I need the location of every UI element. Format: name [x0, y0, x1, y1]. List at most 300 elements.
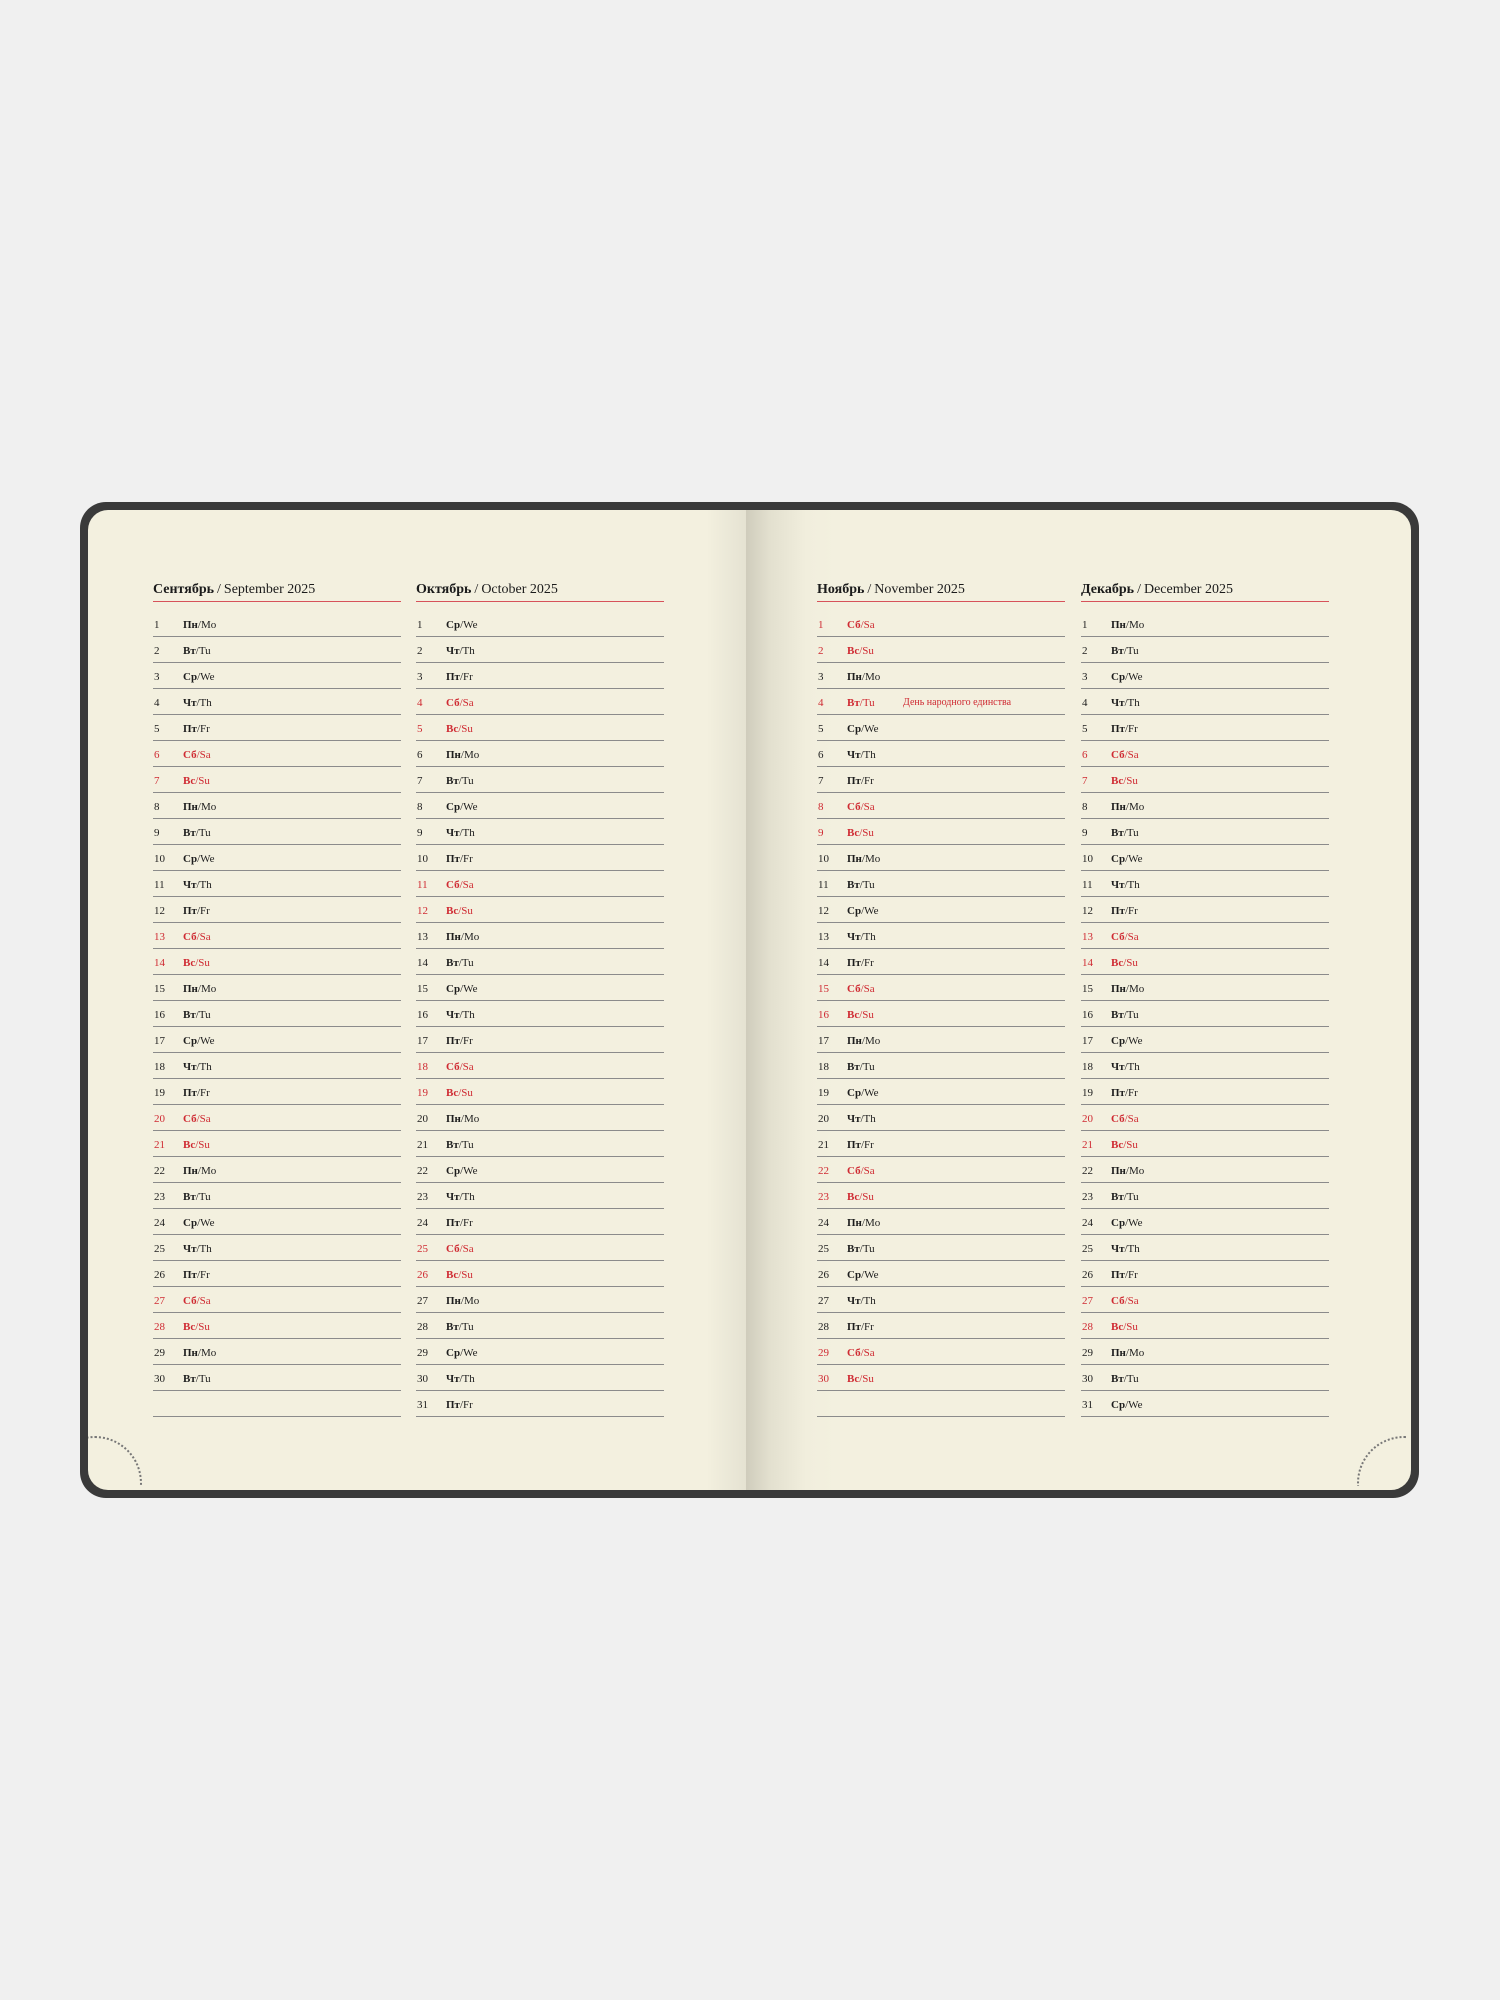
weekday-en: Fr — [463, 671, 473, 683]
weekday-en: Tu — [461, 775, 474, 787]
weekday-en: Su — [461, 1087, 473, 1099]
weekday-ru: Пт — [1111, 1269, 1125, 1281]
day-row — [817, 741, 1065, 767]
day-number: 10 — [1082, 853, 1093, 865]
weekday: Ср/We — [446, 801, 478, 813]
day-row — [153, 1235, 401, 1261]
weekday-ru: Вт — [1111, 645, 1124, 657]
day-number: 6 — [417, 749, 423, 761]
day-row — [817, 1131, 1065, 1157]
day-row — [1081, 1079, 1329, 1105]
weekday-en: We — [1128, 1217, 1143, 1229]
day-number: 20 — [154, 1113, 165, 1125]
weekday-ru: Вс — [847, 1009, 860, 1021]
day-row — [1081, 741, 1329, 767]
weekday-en: Tu — [198, 827, 211, 839]
day-row — [416, 871, 664, 897]
day-row — [1081, 1001, 1329, 1027]
weekday-ru: Ср — [183, 1217, 198, 1229]
weekday-en: Sa — [1127, 1295, 1139, 1307]
weekday-ru: Ср — [1111, 1035, 1126, 1047]
weekday-en: Fr — [200, 1269, 210, 1281]
weekday-ru: Вт — [183, 827, 196, 839]
weekday: Ср/We — [1111, 1217, 1143, 1229]
weekday: Пн/Mo — [183, 983, 217, 995]
weekday: Сб/Sa — [446, 697, 474, 709]
day-number: 24 — [1082, 1217, 1093, 1229]
weekday-en: Mo — [200, 619, 217, 631]
day-number: 14 — [1082, 957, 1093, 969]
weekday: Ср/We — [1111, 1035, 1143, 1047]
weekday: Пн/Mo — [1111, 801, 1145, 813]
weekday: Вс/Su — [183, 957, 210, 969]
weekday-ru: Пн — [446, 1113, 461, 1125]
weekday-ru: Вт — [847, 1243, 860, 1255]
weekday-en: Su — [1126, 957, 1138, 969]
weekday-ru: Ср — [1111, 853, 1126, 865]
weekday-ru: Пн — [446, 749, 461, 761]
day-number: 16 — [818, 1009, 829, 1021]
weekday-ru: Сб — [1111, 1295, 1125, 1307]
weekday-en: Su — [1126, 1139, 1138, 1151]
weekday-en: Th — [462, 1191, 475, 1203]
weekday-en: Th — [462, 827, 475, 839]
weekday-en: We — [1128, 1399, 1143, 1411]
weekday-en: Th — [462, 645, 475, 657]
day-row — [817, 637, 1065, 663]
day-row — [1081, 637, 1329, 663]
day-row — [153, 637, 401, 663]
day-row — [153, 1209, 401, 1235]
weekday-ru: Чт — [446, 1009, 460, 1021]
weekday: Пт/Fr — [446, 1217, 473, 1229]
weekday: Пт/Fr — [446, 1399, 473, 1411]
day-row — [1081, 1261, 1329, 1287]
weekday-en: Mo — [864, 671, 881, 683]
day-row — [1081, 1339, 1329, 1365]
day-number: 10 — [417, 853, 428, 865]
weekday: Пн/Mo — [183, 801, 217, 813]
weekday: Пн/Mo — [183, 1347, 217, 1359]
weekday: Пт/Fr — [847, 775, 874, 787]
weekday: Вс/Su — [847, 1373, 874, 1385]
weekday: Вт/Tu — [1111, 1373, 1139, 1385]
weekday: Пт/Fr — [446, 671, 473, 683]
day-number: 30 — [818, 1373, 829, 1385]
day-number: 19 — [417, 1087, 428, 1099]
day-row — [416, 949, 664, 975]
day-number: 1 — [154, 619, 160, 631]
day-number: 24 — [417, 1217, 428, 1229]
weekday-ru: Вс — [446, 1269, 459, 1281]
day-number: 27 — [154, 1295, 165, 1307]
weekday: Вс/Su — [446, 723, 473, 735]
day-row — [153, 1261, 401, 1287]
day-number: 23 — [417, 1191, 428, 1203]
day-number: 15 — [1082, 983, 1093, 995]
day-number: 9 — [1082, 827, 1088, 839]
weekday-ru: Пт — [183, 723, 197, 735]
weekday-ru: Ср — [847, 905, 862, 917]
day-row — [1081, 819, 1329, 845]
day-row — [817, 1261, 1065, 1287]
weekday-ru: Вт — [847, 879, 860, 891]
day-row — [817, 1053, 1065, 1079]
weekday-en: Sa — [199, 1295, 211, 1307]
day-number: 9 — [154, 827, 160, 839]
weekday-ru: Вт — [1111, 1009, 1124, 1021]
weekday-ru: Чт — [1111, 1061, 1125, 1073]
weekday-ru: Ср — [183, 671, 198, 683]
weekday-en: Mo — [200, 983, 217, 995]
day-row — [416, 663, 664, 689]
month-october — [416, 580, 664, 1417]
weekday-ru: Вт — [183, 1191, 196, 1203]
weekday-ru: Ср — [1111, 1217, 1126, 1229]
weekday: Ср/We — [183, 1035, 215, 1047]
day-number: 13 — [818, 931, 829, 943]
weekday: Пн/Mo — [446, 749, 480, 761]
day-row — [1081, 923, 1329, 949]
weekday-en: Su — [862, 1373, 874, 1385]
weekday-en: Th — [863, 1113, 876, 1125]
day-number: 3 — [1082, 671, 1088, 683]
day-row — [153, 819, 401, 845]
weekday-en: Tu — [198, 1373, 211, 1385]
day-row — [153, 1157, 401, 1183]
weekday-ru: Ср — [446, 983, 461, 995]
day-row — [817, 767, 1065, 793]
day-number: 21 — [417, 1139, 428, 1151]
weekday-en: We — [200, 671, 215, 683]
day-number: 22 — [417, 1165, 428, 1177]
day-number: 31 — [417, 1399, 428, 1411]
weekday-ru: Сб — [446, 1061, 460, 1073]
day-number: 11 — [417, 879, 428, 891]
weekday-ru: Пт — [183, 905, 197, 917]
weekday-ru: Пн — [1111, 1347, 1126, 1359]
weekday-ru: Сб — [446, 697, 460, 709]
weekday-ru: Пн — [847, 671, 862, 683]
month-november — [817, 580, 1065, 1417]
month-title: Октябрь / October 2025 — [416, 580, 664, 602]
weekday-ru: Ср — [847, 723, 862, 735]
day-row — [416, 923, 664, 949]
weekday-ru: Пт — [183, 1269, 197, 1281]
weekday-en: Mo — [200, 1165, 217, 1177]
weekday: Сб/Sa — [847, 619, 875, 631]
weekday-ru: Ср — [847, 1269, 862, 1281]
day-number: 8 — [818, 801, 824, 813]
weekday-en: Th — [1127, 1061, 1140, 1073]
day-number: 20 — [417, 1113, 428, 1125]
weekday-en: We — [463, 1165, 478, 1177]
weekday-ru: Ср — [1111, 671, 1126, 683]
day-row — [416, 845, 664, 871]
weekday: Ср/We — [446, 1347, 478, 1359]
day-row — [153, 1105, 401, 1131]
weekday-ru: Вс — [847, 827, 860, 839]
weekday: Чт/Th — [446, 1009, 475, 1021]
day-number: 12 — [417, 905, 428, 917]
weekday: Пт/Fr — [847, 957, 874, 969]
weekday-en: Th — [462, 1009, 475, 1021]
weekday: Ср/We — [183, 853, 215, 865]
weekday-ru: Чт — [847, 1295, 861, 1307]
day-number: 21 — [154, 1139, 165, 1151]
day-number: 7 — [417, 775, 423, 787]
weekday-ru: Ср — [446, 1347, 461, 1359]
weekday: Пт/Fr — [1111, 1269, 1138, 1281]
weekday: Ср/We — [446, 1165, 478, 1177]
day-number: 1 — [1082, 619, 1088, 631]
day-row — [153, 1339, 401, 1365]
weekday: Вт/Tu — [446, 957, 474, 969]
month-title-ru: Декабрь — [1081, 582, 1135, 597]
day-number: 11 — [1082, 879, 1093, 891]
weekday: Пн/Mo — [1111, 1165, 1145, 1177]
weekday-ru: Пт — [847, 775, 861, 787]
day-row — [416, 793, 664, 819]
day-row — [153, 663, 401, 689]
weekday: Пт/Fr — [183, 905, 210, 917]
weekday: Чт/Th — [1111, 697, 1140, 709]
weekday-en: We — [200, 1217, 215, 1229]
weekday: Чт/Th — [446, 1373, 475, 1385]
weekday: Ср/We — [183, 671, 215, 683]
month-title-en: September 2025 — [223, 582, 316, 597]
day-number: 12 — [154, 905, 165, 917]
weekday-ru: Ср — [1111, 1399, 1126, 1411]
weekday-en: Tu — [198, 1191, 211, 1203]
day-row — [1081, 689, 1329, 715]
weekday-ru: Вт — [1111, 1191, 1124, 1203]
day-number: 12 — [818, 905, 829, 917]
weekday-en: Su — [198, 1139, 210, 1151]
weekday-en: Sa — [199, 931, 211, 943]
weekday-ru: Вс — [1111, 1321, 1124, 1333]
weekday: Вт/Tu — [1111, 827, 1139, 839]
weekday: Вт/Tu — [1111, 1191, 1139, 1203]
weekday-ru: Пн — [446, 931, 461, 943]
weekday-ru: Пт — [446, 1217, 460, 1229]
day-list — [153, 611, 401, 1417]
weekday: Пн/Mo — [847, 853, 881, 865]
day-number: 15 — [417, 983, 428, 995]
holiday-note: День народного единства — [903, 697, 1012, 708]
weekday-en: Th — [863, 1295, 876, 1307]
day-row — [1081, 1027, 1329, 1053]
weekday-en: Sa — [863, 801, 875, 813]
day-row — [1081, 871, 1329, 897]
weekday-ru: Вс — [446, 723, 459, 735]
weekday-en: Mo — [1128, 1347, 1145, 1359]
day-number: 24 — [818, 1217, 829, 1229]
weekday-ru: Вт — [183, 1373, 196, 1385]
weekday-ru: Сб — [1111, 749, 1125, 761]
day-number: 28 — [154, 1321, 165, 1333]
day-number: 22 — [818, 1165, 829, 1177]
weekday-ru: Чт — [446, 1191, 460, 1203]
weekday: Сб/Sa — [183, 931, 211, 943]
weekday-en: Fr — [1128, 1269, 1138, 1281]
weekday-en: Sa — [199, 749, 211, 761]
weekday: Вт/Tu — [183, 1373, 211, 1385]
day-number: 22 — [154, 1165, 165, 1177]
day-row — [153, 871, 401, 897]
day-number: 3 — [818, 671, 824, 683]
day-number: 3 — [417, 671, 423, 683]
weekday-en: Su — [1126, 775, 1138, 787]
day-number: 16 — [1082, 1009, 1093, 1021]
weekday-en: Fr — [200, 723, 210, 735]
weekday: Сб/Sa — [847, 1165, 875, 1177]
weekday: Вт/Tu — [446, 775, 474, 787]
weekday-ru: Ср — [183, 1035, 198, 1047]
weekday-ru: Вс — [1111, 957, 1124, 969]
weekday-en: Tu — [862, 1243, 875, 1255]
weekday-ru: Пн — [183, 1165, 198, 1177]
day-number: 2 — [818, 645, 824, 657]
day-number: 1 — [417, 619, 423, 631]
weekday-en: Mo — [200, 1347, 217, 1359]
weekday-en: Mo — [463, 931, 480, 943]
day-row — [153, 1001, 401, 1027]
weekday-ru: Чт — [183, 879, 197, 891]
day-row — [153, 923, 401, 949]
weekday: Чт/Th — [183, 1243, 212, 1255]
day-row — [153, 741, 401, 767]
day-number: 6 — [1082, 749, 1088, 761]
weekday: Сб/Sa — [1111, 1113, 1139, 1125]
weekday-en: Sa — [863, 1165, 875, 1177]
weekday: Чт/Th — [847, 1295, 876, 1307]
weekday: Пн/Mo — [446, 1113, 480, 1125]
day-row — [416, 1053, 664, 1079]
day-row — [416, 975, 664, 1001]
day-number: 29 — [1082, 1347, 1093, 1359]
day-number: 5 — [154, 723, 160, 735]
weekday: Сб/Sa — [1111, 931, 1139, 943]
weekday-en: We — [864, 723, 879, 735]
weekday-en: Tu — [862, 1061, 875, 1073]
weekday-ru: Ср — [446, 1165, 461, 1177]
weekday-ru: Ср — [183, 853, 198, 865]
month-title: Ноябрь / November 2025 — [817, 580, 1065, 602]
weekday-ru: Вс — [1111, 775, 1124, 787]
weekday-ru: Вс — [847, 645, 860, 657]
weekday-ru: Пн — [1111, 801, 1126, 813]
weekday-en: Fr — [200, 905, 210, 917]
weekday: Пт/Fr — [183, 1269, 210, 1281]
weekday: Пт/Fr — [183, 723, 210, 735]
blank-row — [817, 1391, 1065, 1417]
weekday: Чт/Th — [183, 697, 212, 709]
weekday-en: We — [200, 853, 215, 865]
day-number: 20 — [1082, 1113, 1093, 1125]
weekday-ru: Сб — [446, 879, 460, 891]
day-number: 7 — [818, 775, 824, 787]
weekday-en: Mo — [1128, 619, 1145, 631]
weekday-ru: Чт — [847, 931, 861, 943]
weekday: Вт/Tu — [847, 1061, 875, 1073]
day-number: 19 — [154, 1087, 165, 1099]
corner-holder-right — [1357, 1436, 1451, 1530]
day-row — [1081, 1183, 1329, 1209]
day-number: 3 — [154, 671, 160, 683]
weekday-en: Sa — [199, 1113, 211, 1125]
weekday-en: Su — [862, 645, 874, 657]
day-number: 8 — [1082, 801, 1088, 813]
weekday: Сб/Sa — [446, 1243, 474, 1255]
day-number: 18 — [1082, 1061, 1093, 1073]
day-number: 2 — [417, 645, 423, 657]
day-number: 15 — [818, 983, 829, 995]
weekday-en: We — [463, 801, 478, 813]
day-number: 18 — [154, 1061, 165, 1073]
weekday: Ср/We — [1111, 853, 1143, 865]
day-row — [1081, 611, 1329, 637]
weekday-ru: Пн — [1111, 983, 1126, 995]
day-row — [1081, 1105, 1329, 1131]
weekday-en: Tu — [1126, 1191, 1139, 1203]
weekday: Ср/We — [446, 983, 478, 995]
weekday-en: Su — [198, 775, 210, 787]
weekday: Вс/Su — [1111, 775, 1138, 787]
weekday: Ср/We — [183, 1217, 215, 1229]
weekday: Ср/We — [1111, 1399, 1143, 1411]
day-number: 28 — [818, 1321, 829, 1333]
weekday-ru: Сб — [847, 983, 861, 995]
weekday-ru: Чт — [183, 1061, 197, 1073]
weekday-ru: Вс — [446, 905, 459, 917]
day-row — [817, 611, 1065, 637]
weekday: Вс/Su — [847, 1009, 874, 1021]
day-row — [1081, 949, 1329, 975]
weekday-ru: Вс — [183, 775, 196, 787]
weekday: Вс/Su — [847, 1191, 874, 1203]
weekday-ru: Чт — [1111, 1243, 1125, 1255]
weekday-ru: Пн — [183, 801, 198, 813]
weekday: Чт/Th — [446, 827, 475, 839]
weekday-ru: Чт — [1111, 879, 1125, 891]
weekday-en: Mo — [1128, 801, 1145, 813]
day-number: 25 — [417, 1243, 428, 1255]
day-row — [817, 897, 1065, 923]
weekday: Ср/We — [847, 1269, 879, 1281]
day-number: 30 — [417, 1373, 428, 1385]
weekday-ru: Вс — [1111, 1139, 1124, 1151]
weekday-en: Tu — [1126, 1009, 1139, 1021]
weekday: Вт/Tu — [183, 645, 211, 657]
weekday-ru: Пн — [1111, 1165, 1126, 1177]
day-number: 9 — [417, 827, 423, 839]
weekday-ru: Сб — [446, 1243, 460, 1255]
weekday-ru: Вт — [446, 775, 459, 787]
weekday-ru: Пт — [446, 853, 460, 865]
day-number: 5 — [1082, 723, 1088, 735]
month-title-en: November 2025 — [874, 582, 965, 597]
day-row — [1081, 767, 1329, 793]
day-number: 21 — [1082, 1139, 1093, 1151]
weekday-en: Tu — [1126, 645, 1139, 657]
day-number: 30 — [154, 1373, 165, 1385]
weekday: Вс/Su — [1111, 1139, 1138, 1151]
weekday-en: Su — [198, 957, 210, 969]
weekday-en: Th — [199, 1243, 212, 1255]
day-list — [416, 611, 664, 1417]
weekday: Пт/Fr — [1111, 905, 1138, 917]
